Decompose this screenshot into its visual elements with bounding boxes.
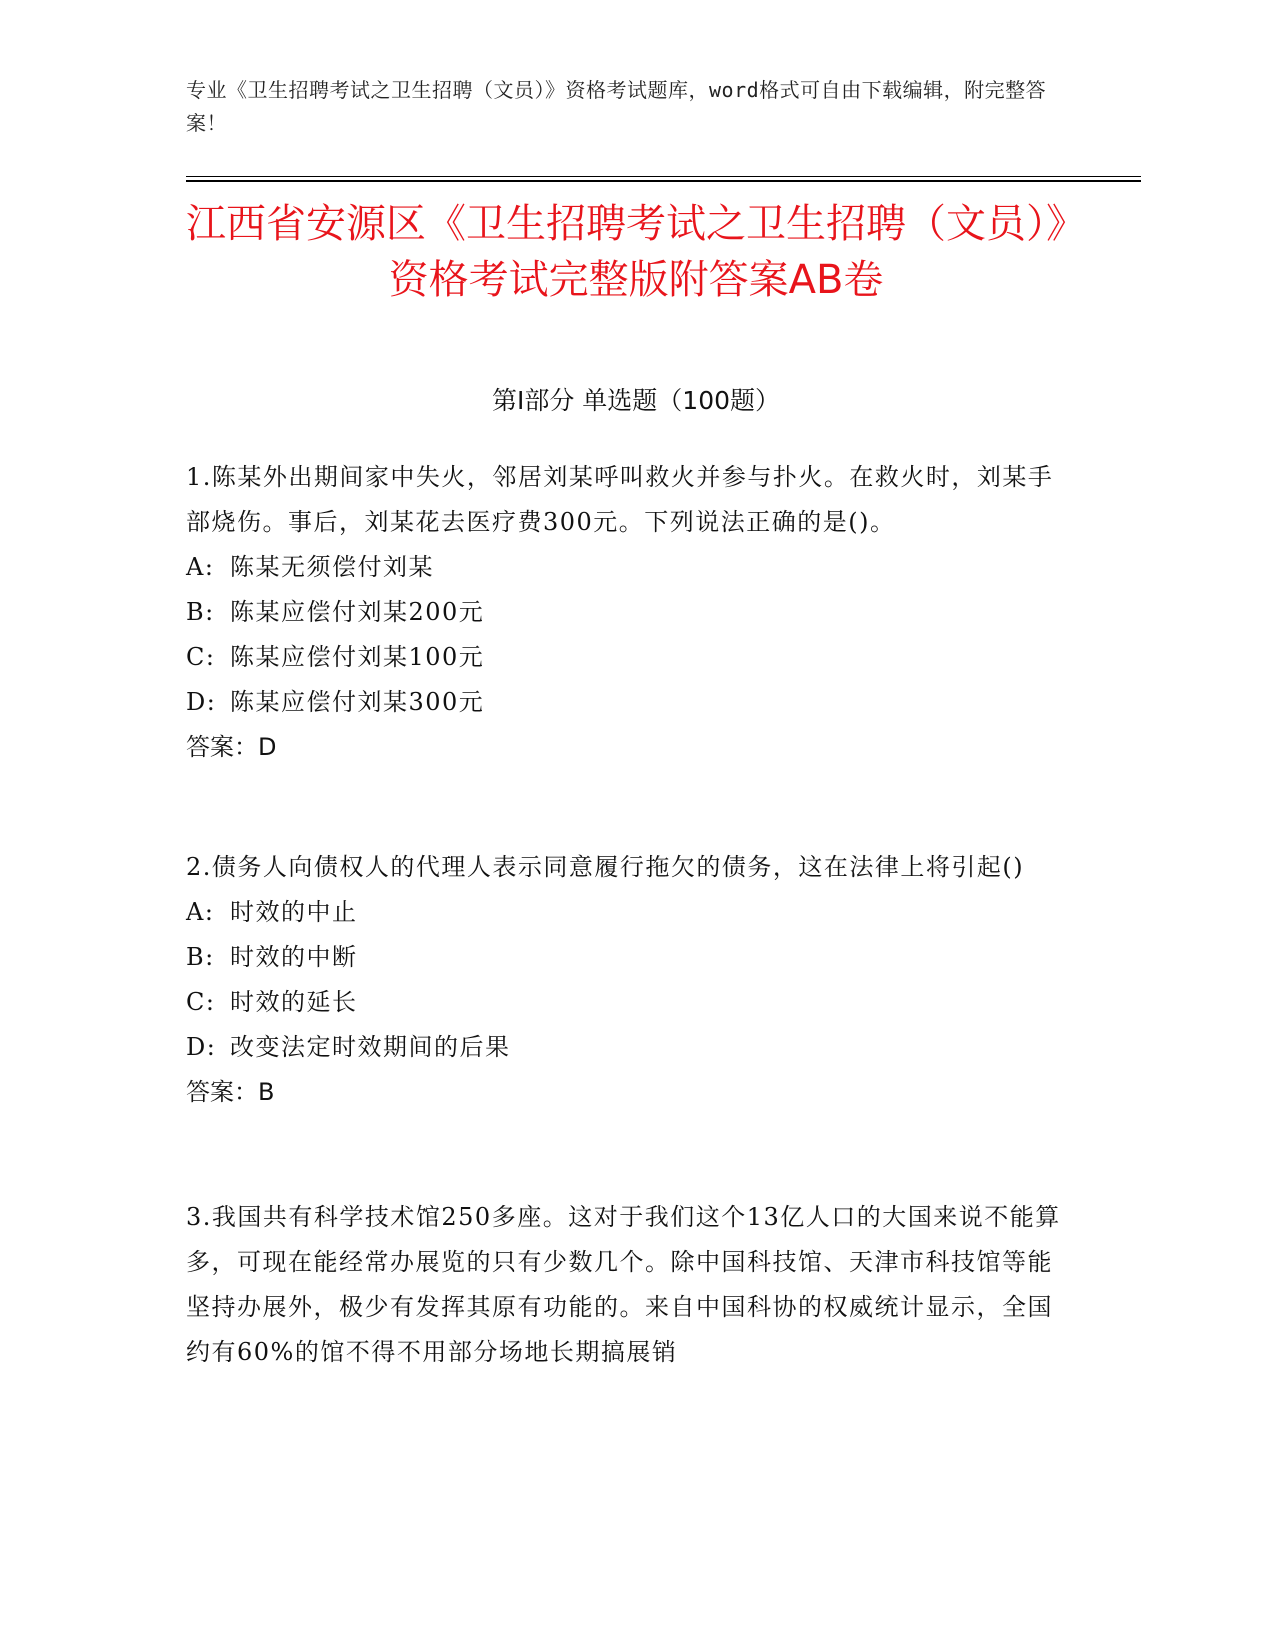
option-text: 陈某无须偿付刘某 <box>230 553 434 581</box>
option-a <box>186 545 1076 590</box>
option-text: 时效的延长 <box>230 988 358 1016</box>
option-letter: A: <box>186 898 215 926</box>
header-note: 专业《卫生招聘考试之卫生招聘（文员）》资格考试题库，word格式可自由下载编辑，附完整答案！ <box>186 78 1047 135</box>
option-letter: C: <box>186 988 216 1016</box>
question-text: 1.陈某外出期间家中失火，邻居刘某呼叫救火并参与扑火。在救火时，刘某手部烧伤。事后，刘某花去医疗费300元。下列说法正确的是()。 <box>186 463 1054 536</box>
option-letter: D: <box>186 1033 217 1061</box>
question-3 <box>186 1195 1076 1375</box>
option-c <box>186 635 1076 680</box>
option-a <box>186 890 1076 935</box>
question-text: 3.我国共有科学技术馆250多座。这对于我们这个13亿人口的大国来说不能算多，可现在能经常办展览的只有少数几个。除中国科技馆、天津市科技馆等能坚持办展外，极少有发挥其原有功能的。来自中国科协的权威统计显示，全国约有60%的馆不得不用部分场地长期搞展销 <box>186 1203 1061 1366</box>
header-divider-thin <box>186 176 1141 177</box>
section-heading: 第Ⅰ部分 单选题（100题） <box>491 386 781 415</box>
answer-label: 答案：B <box>186 1078 275 1106</box>
option-b <box>186 590 1076 635</box>
question-1 <box>186 455 1076 770</box>
option-d <box>186 1025 1076 1070</box>
option-text: 陈某应偿付刘某100元 <box>230 643 485 671</box>
option-text: 时效的中止 <box>230 898 358 926</box>
option-b <box>186 935 1076 980</box>
option-letter: B: <box>186 943 215 971</box>
document-title: 江西省安源区《卫生招聘考试之卫生招聘（文员）》资格考试完整版附答案AB卷 <box>186 201 1086 303</box>
header-divider-thick <box>186 180 1141 182</box>
option-text: 改变法定时效期间的后果 <box>230 1033 511 1061</box>
question-text: 2.债务人向债权人的代理人表示同意履行拖欠的债务，这在法律上将引起() <box>186 853 1025 881</box>
option-letter: D: <box>186 688 217 716</box>
option-text: 时效的中断 <box>230 943 358 971</box>
option-letter: B: <box>186 598 215 626</box>
option-letter: C: <box>186 643 216 671</box>
option-d <box>186 680 1076 725</box>
option-text: 陈某应偿付刘某200元 <box>230 598 485 626</box>
option-letter: A: <box>186 553 215 581</box>
question-2 <box>186 845 1076 1115</box>
option-c <box>186 980 1076 1025</box>
answer-label: 答案：D <box>186 733 277 761</box>
option-text: 陈某应偿付刘某300元 <box>230 688 485 716</box>
